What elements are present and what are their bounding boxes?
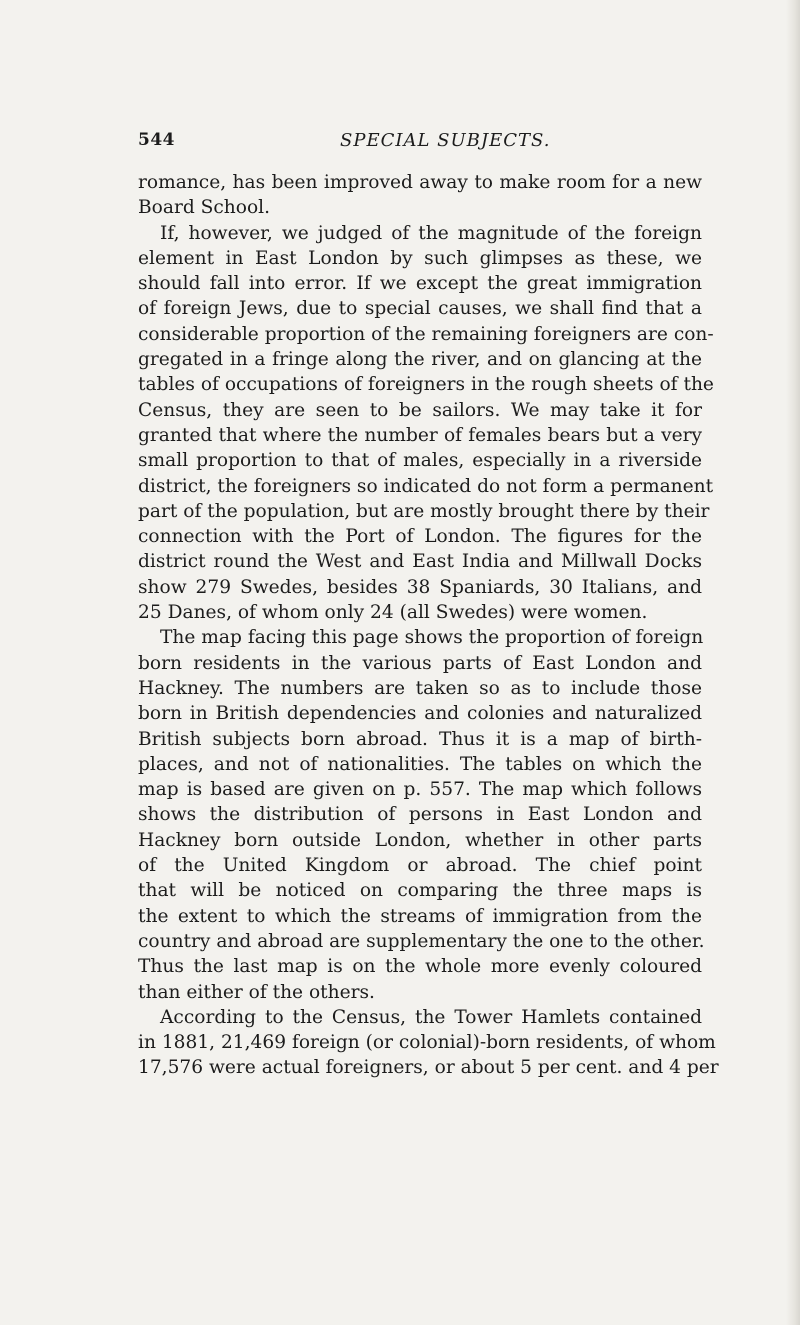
text-line: the extent to which the streams of immigration from the xyxy=(138,905,702,927)
text-line: romance, has been improved away to make room for a new xyxy=(138,172,702,193)
text-line: show 279 Swedes, besides 38 Spaniards, 30 Italians, and xyxy=(138,576,702,598)
text-line: tables of occupations of foreigners in the rough sheets of the xyxy=(138,374,714,396)
text-line: born residents in the various parts of East London and xyxy=(138,652,702,674)
text-line: Census, they are seen to be sailors. We may take it for xyxy=(138,399,702,421)
text-line: Hackney born outside London, whether in other parts xyxy=(138,829,702,851)
text-line: of foreign Jews, due to special causes, we shall find that a xyxy=(138,298,702,320)
text-line: gregated in a fringe along the river, and on glancing at the xyxy=(138,349,702,371)
text-line: in 1881, 21,469 foreign (or colonial)-born residents, of whom xyxy=(138,1032,716,1054)
text-line: The map facing this page shows the proportion of foreign xyxy=(160,627,704,649)
page-edge-shadow xyxy=(786,0,800,1325)
section-title: SPECIAL SUBJECTS. xyxy=(340,130,551,151)
text-line: element in East London by such glimpses as these, we xyxy=(138,247,702,269)
text-line: granted that where the number of females bears but a very xyxy=(138,424,702,446)
text-line: British subjects born abroad. Thus it is a map of birth- xyxy=(138,728,702,750)
body-text xyxy=(138,170,719,1081)
paragraph xyxy=(138,221,714,626)
text-line: small proportion to that of males, especially in a riverside xyxy=(138,450,702,472)
text-line: According to the Census, the Tower Hamlets contained xyxy=(160,1006,702,1028)
text-line: 25 Danes, of whom only 24 (all Swedes) were women. xyxy=(138,602,648,624)
page-number: 544 xyxy=(138,130,175,150)
text-line: of the United Kingdom or abroad. The chief point xyxy=(138,855,702,877)
text-line: country and abroad are supplementary the one to the other. xyxy=(138,930,705,952)
text-line: part of the population, but are mostly brought there by their xyxy=(138,500,710,522)
running-head xyxy=(138,130,698,158)
text-line: born in British dependencies and colonies and naturalized xyxy=(138,703,702,725)
text-line: should fall into error. If we except the great immigration xyxy=(138,273,702,295)
text-line: Hackney. The numbers are taken so as to include those xyxy=(138,677,702,699)
text-line: If, however, we judged of the magnitude of the foreign xyxy=(160,222,702,244)
text-line: Board School. xyxy=(138,197,271,219)
text-line: district round the West and East India and Millwall Docks xyxy=(138,551,702,573)
text-line: Thus the last map is on the whole more evenly coloured xyxy=(138,956,702,978)
paragraph xyxy=(138,625,705,1004)
text-line: than either of the others. xyxy=(138,981,375,1003)
text-line: places, and not of nationalities. The tables on which the xyxy=(138,753,702,775)
text-line: that will be noticed on comparing the three maps is xyxy=(138,880,702,902)
paragraph xyxy=(138,1005,719,1081)
text-line: map is based are given on p. 557. The map which follows xyxy=(138,779,702,801)
text-line: considerable proportion of the remaining foreigners are con- xyxy=(138,323,714,345)
text-line: shows the distribution of persons in East London and xyxy=(138,804,702,826)
text-line: district, the foreigners so indicated do not form a permanent xyxy=(138,475,714,497)
text-line: 17,576 were actual foreigners, or about 5 per cent. and 4 per xyxy=(138,1057,719,1079)
paragraph xyxy=(138,170,702,221)
text-line: connection with the Port of London. The figures for the xyxy=(138,526,702,548)
